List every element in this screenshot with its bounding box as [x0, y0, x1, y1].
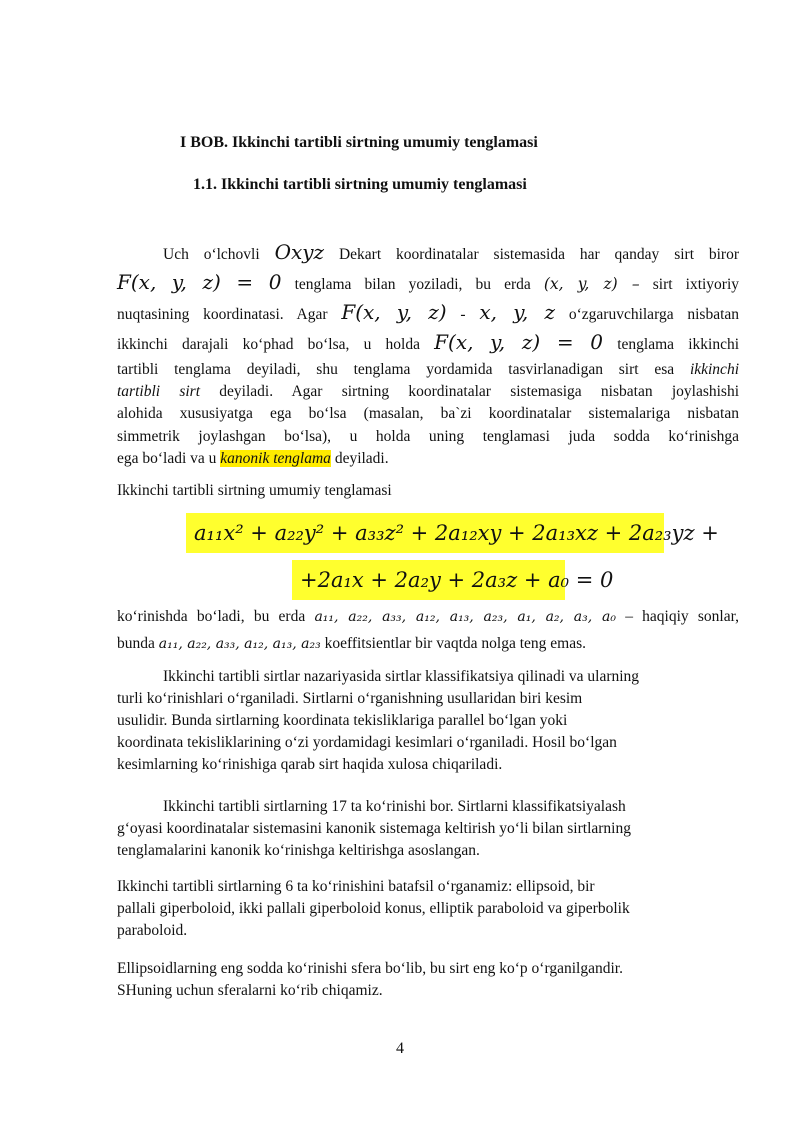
p5	[117, 796, 739, 862]
math-oxyz: Oxyz	[274, 240, 325, 264]
p6-line: Ikkinchi tartibli sirtlarning 6 ta ko‘rinishini batafsil o‘rganamiz: ellipsoid, bir	[117, 878, 595, 895]
p5-line: g‘oyasi koordinatalar sistemasini kanonik sistemaga keltirish yo‘li bilan sirtlarning	[117, 820, 631, 837]
page-number: 4	[396, 1040, 404, 1057]
p2-text: Ikkinchi tartibli sirtning umumiy tenglamasi	[117, 482, 392, 499]
p6-line: pallali giperboloid, ikki pallali giperboloid konus, elliptik paraboloid va giperbolik	[117, 900, 630, 917]
equation-line-1: a₁₁x² + a₂₂y² + a₃₃z² + 2a₁₂xy + 2a₁₃xz + 2a₂₃yz +	[186, 513, 664, 553]
p1-line-4: ikkinchi darajali ko‘phad bo‘lsa, u holda F(x, y, z) = 0 tenglama ikkinchi	[117, 330, 740, 354]
p4-line: kesimlarning ko‘rinishiga qarab sirt haqida xulosa chiqariladi.	[117, 756, 503, 773]
p1-line-7: alohida xususiyatga ega bo‘lsa (masalan, ba`zi koordinatalar sistemalariga nisbatan	[117, 405, 739, 422]
p6-line: paraboloid.	[117, 922, 188, 939]
p4-line: turli ko‘rinishlari o‘rganiladi. Sirtlarni o‘rganishning usullaridan biri kesim	[117, 690, 583, 707]
section-heading: 1.1. Ikkinchi tartibli sirtning umumiy tenglamasi	[193, 176, 527, 193]
p1-line-8: simmetrik joylashgan bo‘lsa), u holda uning tenglamasi juda sodda ko‘rinishga	[117, 428, 739, 445]
p1-line-9: ega bo‘ladi va u kanonik tenglama deyiladi.	[117, 450, 389, 467]
p4-line: koordinata tekisliklarining o‘zi yordamidagi kesimlari o‘rganiladi. Hosil bo‘lgan	[117, 734, 617, 751]
p1-line-3: nuqtasining koordinatasi. Agar F(x, y, z) - x, y, z o‘zgaruvchilarga nisbatan	[117, 300, 740, 324]
p7-line: SHuning uchun sferalarni ko‘rib chiqamiz.	[117, 982, 383, 999]
p7	[117, 958, 739, 1002]
p3-line-1: ko‘rinishda bo‘ladi, bu erda a₁₁, a₂₂, a₃₃, a₁₂, a₁₃, a₂₃, a₁, a₂, a₃, a₀ – haqiqiy sonlar,	[117, 608, 740, 625]
equation-line-2: +2a₁x + 2a₂y + 2a₃z + a₀ = 0	[292, 560, 565, 600]
p1-line-5: tartibli tenglama deyiladi, shu tenglama yordamida tasvirlanadigan sirt esa ikkinchi	[117, 361, 739, 378]
p3-line-2: bunda a₁₁, a₂₂, a₃₃, a₁₂, a₁₃, a₂₃ koeffitsientlar bir vaqtda nolga teng emas.	[117, 635, 586, 652]
p1-line-2: F(x, y, z) = 0 tenglama bilan yoziladi, bu erda (x, y, z) – sirt ixtiyoriy	[117, 270, 740, 294]
chapter-heading: I BOB. Ikkinchi tartibli sirtning umumiy tenglamasi	[180, 134, 538, 151]
p5-line: tenglamalarini kanonik ko‘rinishga keltirishga asoslangan.	[117, 842, 480, 859]
p6	[117, 876, 739, 942]
p1-line-6: tartibli sirt deyiladi. Agar sirtning koordinatalar sistemasiga nisbatan joylashishi	[117, 383, 739, 400]
p4-line: usulidir. Bunda sirtlarning koordinata tekisliklariga parallel bo‘lgan yoki	[117, 712, 568, 729]
p7-line: Ellipsoidlarning eng sodda ko‘rinishi sfera bo‘lib, bu sirt eng ko‘p o‘rganilgandir.	[117, 960, 623, 977]
p4-line: Ikkinchi tartibli sirtlar nazariyasida sirtlar klassifikatsiya qilinadi va ularning	[163, 668, 640, 685]
highlighted-term: kanonik tenglama	[220, 450, 331, 467]
p1-line-1: Uch o‘lchovli Oxyz Dekart koordinatalar sistemasida har qanday sirt biror	[163, 240, 740, 264]
p4	[117, 666, 739, 776]
p5-line: Ikkinchi tartibli sirtlarning 17 ta ko‘rinishi bor. Sirtlarni klassifikatsiyalash	[163, 798, 626, 815]
